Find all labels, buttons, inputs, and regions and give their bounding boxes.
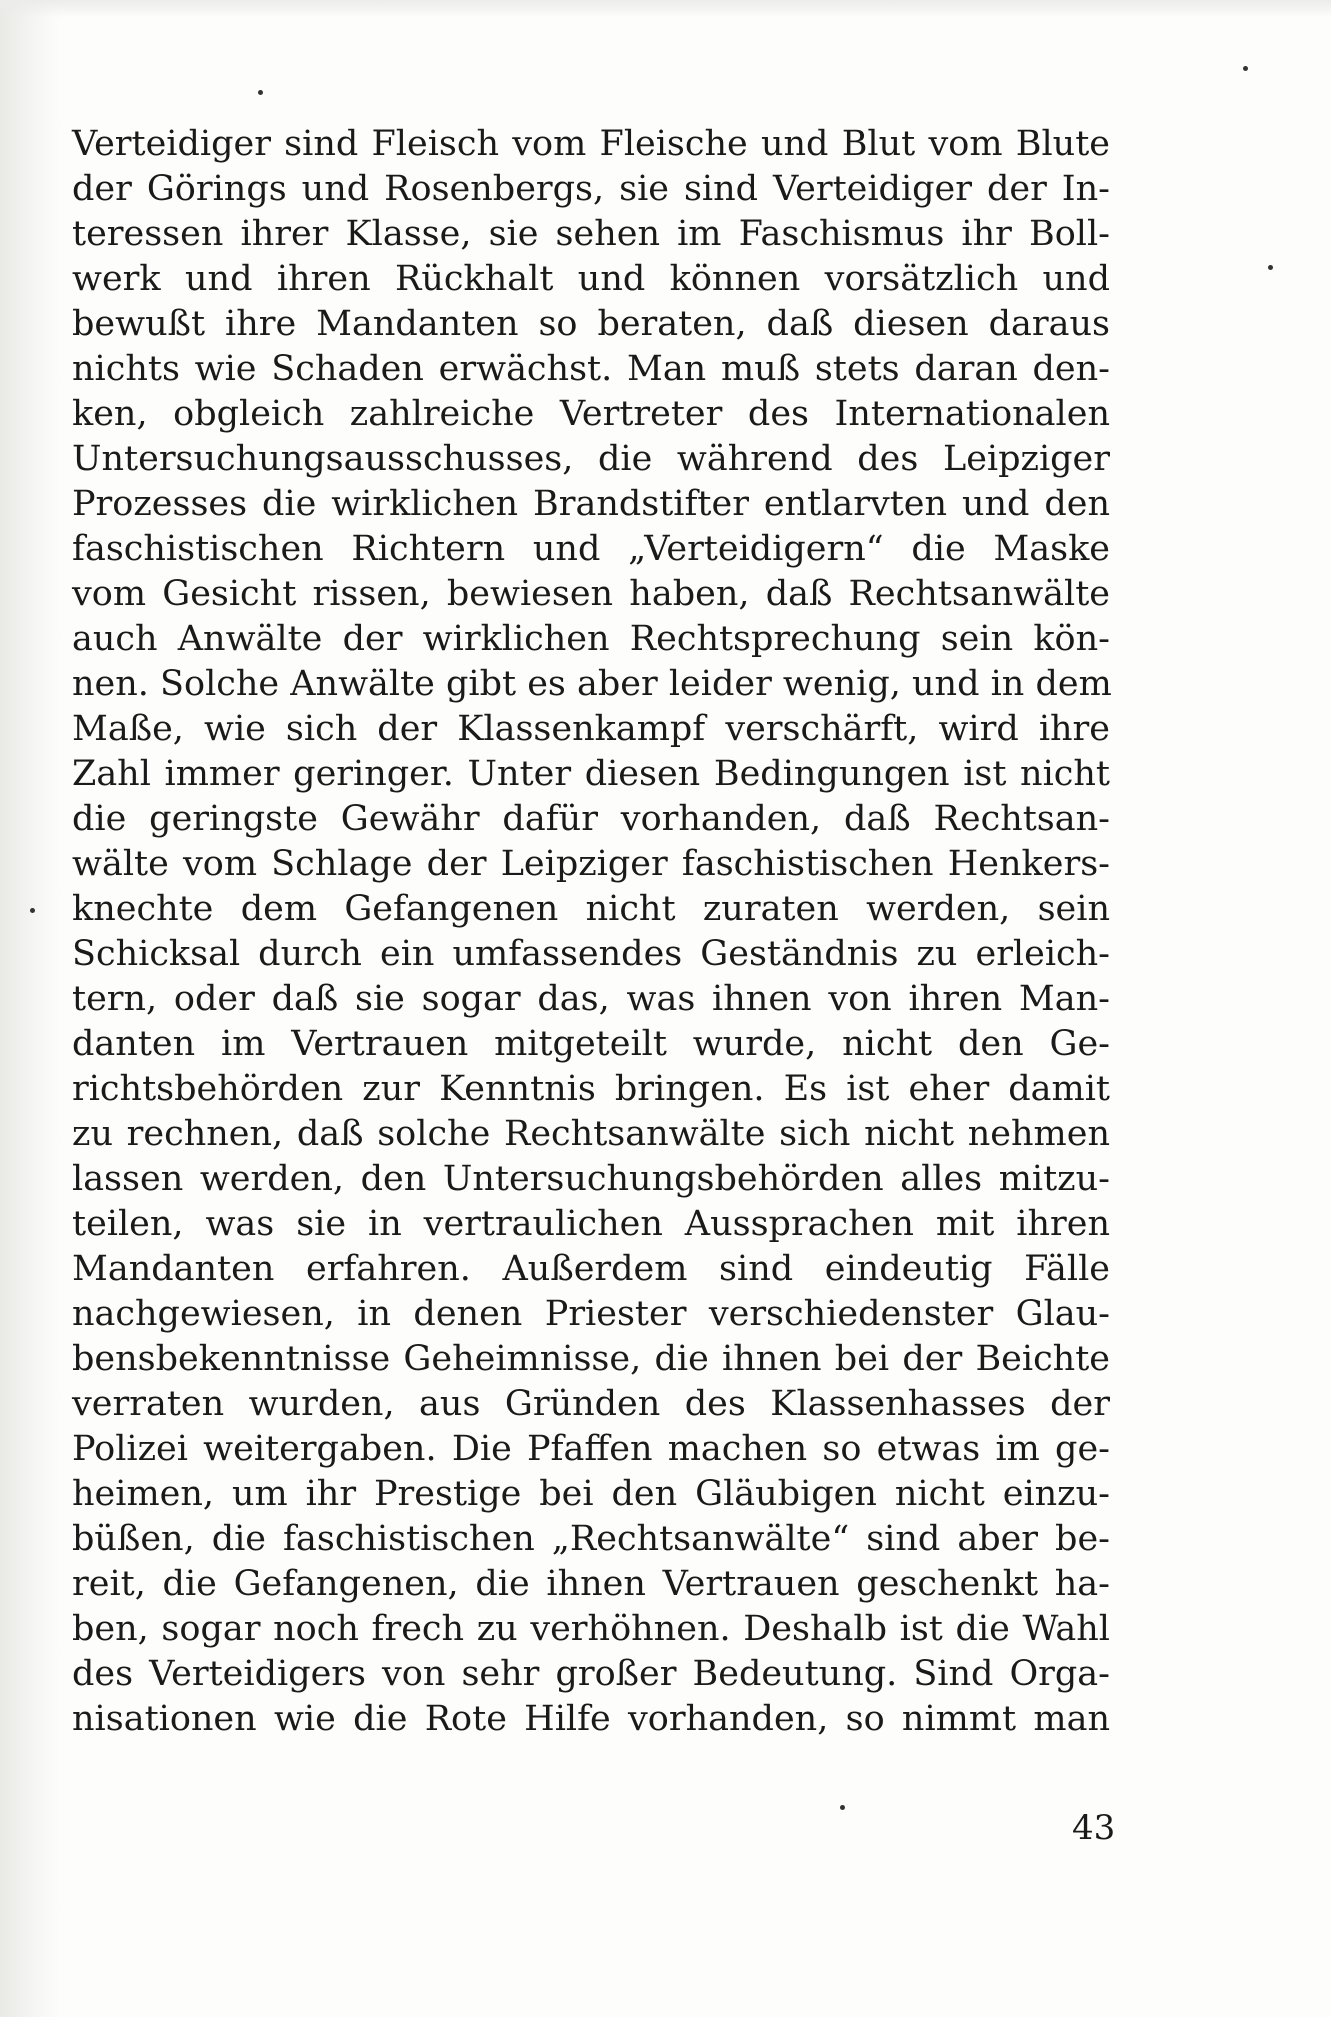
text-line: nen. Solche Anwälte gibt es aber leider wenig, und in dem [72, 664, 1112, 704]
text-line: Schicksal durch ein umfassendes Geständnis zu erleich- [72, 934, 1110, 974]
page-number: 43 [1072, 1808, 1116, 1848]
text-line: ken, obgleich zahlreiche Vertreter des Internationalen [72, 394, 1110, 434]
text-line: Verteidiger sind Fleisch vom Fleische und Blut vom Blute [72, 124, 1110, 164]
text-line: faschistischen Richtern und „Verteidigern“ die Maske [72, 529, 1110, 569]
text-line: reit, die Gefangenen, die ihnen Vertrauen geschenkt ha- [72, 1564, 1110, 1604]
text-line: wälte vom Schlage der Leipziger faschistischen Henkers- [72, 844, 1110, 884]
text-line: heimen, um ihr Prestige bei den Gläubigen nicht einzu- [72, 1474, 1110, 1514]
text-line: die geringste Gewähr dafür vorhanden, daß Rechtsan- [72, 799, 1110, 839]
body-text [72, 122, 1110, 1742]
text-line: bensbekenntnisse Geheimnisse, die ihnen bei der Beichte [72, 1339, 1110, 1379]
text-line: Prozesses die wirklichen Brandstifter entlarvten und den [72, 484, 1110, 524]
text-line: knechte dem Gefangenen nicht zuraten werden, sein [72, 889, 1110, 929]
page-top-shadow [0, 0, 1331, 18]
text-line: nachgewiesen, in denen Priester verschiedenster Glau- [72, 1294, 1110, 1334]
text-line: danten im Vertrauen mitgeteilt wurde, nicht den Ge- [72, 1024, 1110, 1064]
print-speck [840, 1805, 845, 1810]
text-line: lassen werden, den Untersuchungsbehörden alles mitzu- [72, 1159, 1110, 1199]
text-line: werk und ihren Rückhalt und können vorsätzlich und [72, 259, 1110, 299]
text-line: bewußt ihre Mandanten so beraten, daß diesen daraus [72, 304, 1110, 344]
text-line: verraten wurden, aus Gründen des Klassenhasses der [72, 1384, 1110, 1424]
text-line: vom Gesicht rissen, bewiesen haben, daß Rechtsanwälte [72, 574, 1110, 614]
text-line: büßen, die faschistischen „Rechtsanwälte“ sind aber be- [72, 1519, 1110, 1559]
text-line: richtsbehörden zur Kenntnis bringen. Es ist eher damit [72, 1069, 1110, 1109]
print-speck [258, 90, 263, 95]
text-line: des Verteidigers von sehr großer Bedeutung. Sind Orga- [72, 1654, 1110, 1694]
text-line: nisationen wie die Rote Hilfe vorhanden, so nimmt man [72, 1699, 1110, 1739]
text-line: ben, sogar noch frech zu verhöhnen. Deshalb ist die Wahl [72, 1609, 1110, 1649]
text-line: teressen ihrer Klasse, sie sehen im Faschismus ihr Boll- [72, 214, 1110, 254]
text-line: Polizei weitergaben. Die Pfaffen machen so etwas im ge- [72, 1429, 1110, 1469]
print-speck [1243, 66, 1248, 71]
text-line: nichts wie Schaden erwächst. Man muß stets daran den- [72, 349, 1110, 389]
print-speck [30, 908, 35, 913]
text-line: auch Anwälte der wirklichen Rechtsprechung sein kön- [72, 619, 1110, 659]
text-line: der Görings und Rosenbergs, sie sind Verteidiger der In- [72, 169, 1110, 209]
page-edge-shadow [0, 0, 60, 2017]
text-line: zu rechnen, daß solche Rechtsanwälte sich nicht nehmen [72, 1114, 1110, 1154]
print-speck [1268, 265, 1273, 270]
text-line: Maße, wie sich der Klassenkampf verschärft, wird ihre [72, 709, 1110, 749]
text-line: Zahl immer geringer. Unter diesen Bedingungen ist nicht [72, 754, 1110, 794]
text-line: tern, oder daß sie sogar das, was ihnen von ihren Man- [72, 979, 1110, 1019]
text-line: teilen, was sie in vertraulichen Aussprachen mit ihren [72, 1204, 1110, 1244]
text-line: Mandanten erfahren. Außerdem sind eindeutig Fälle [72, 1249, 1110, 1289]
text-line: Untersuchungsausschusses, die während des Leipziger [72, 439, 1110, 479]
